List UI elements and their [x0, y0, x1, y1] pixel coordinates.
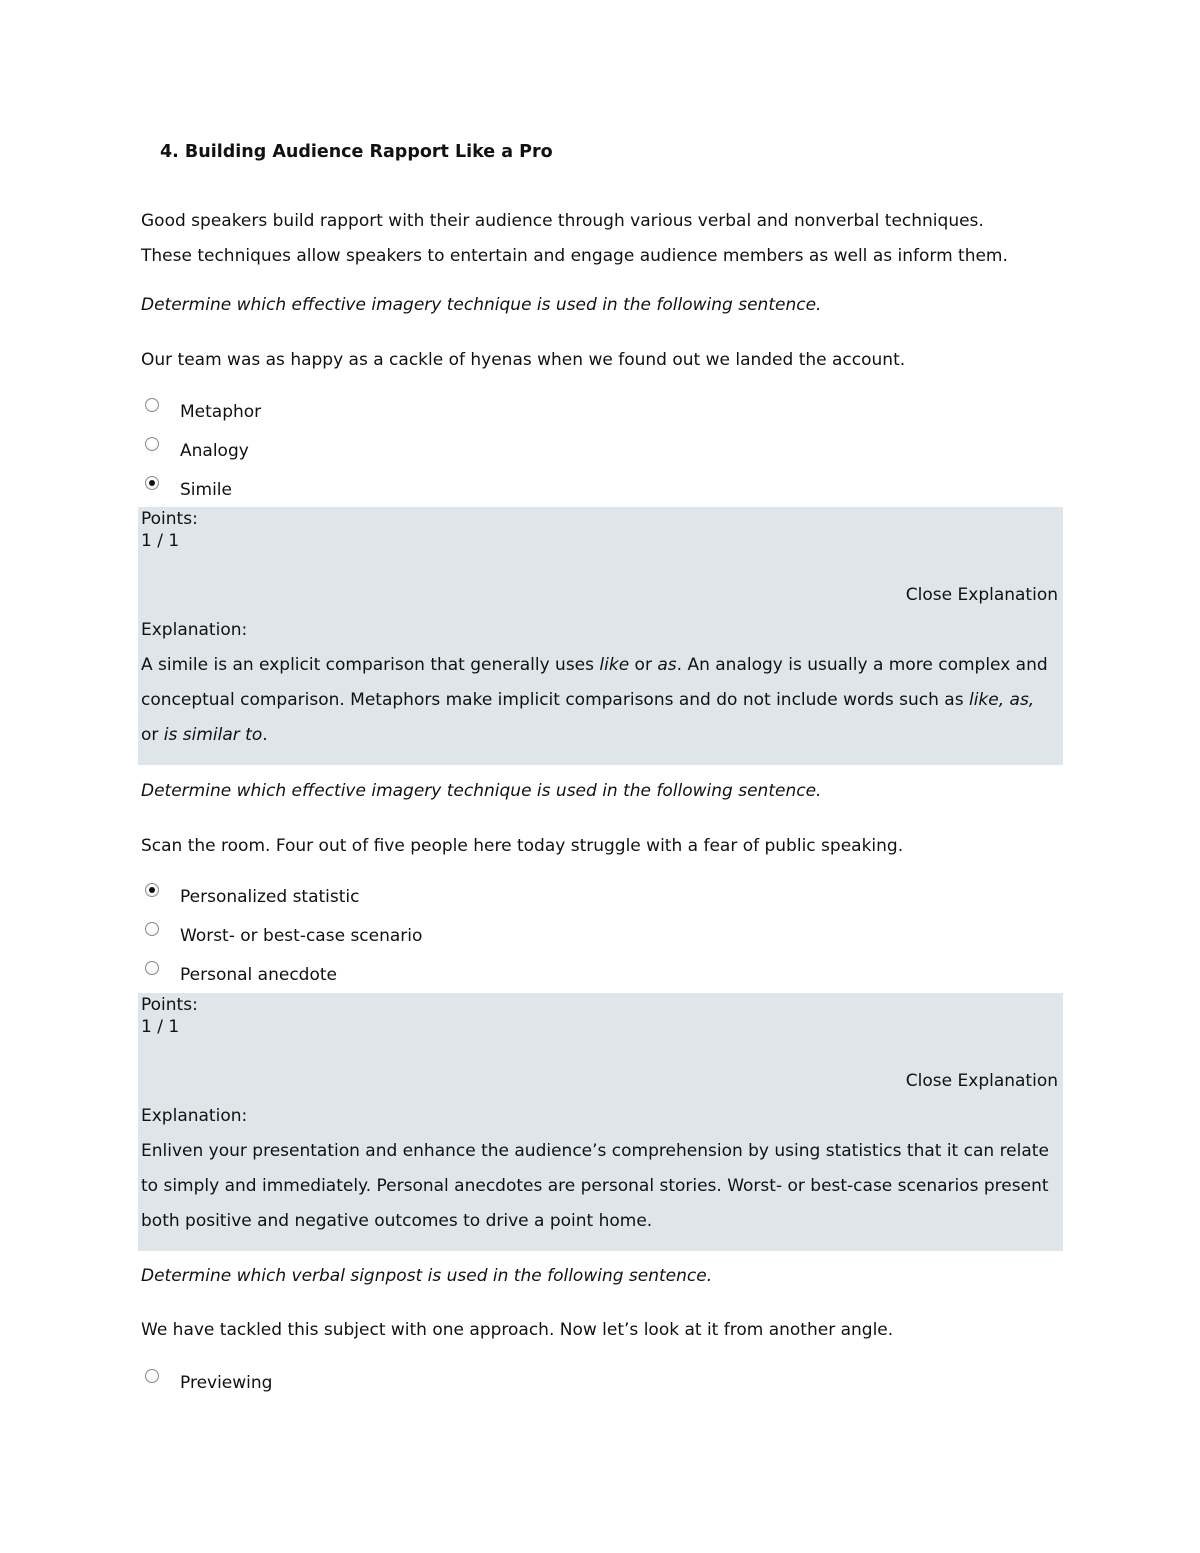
option-label: Personalized statistic: [180, 887, 360, 907]
question-2-result-panel: [138, 993, 1063, 1251]
question-1-sentence: Our team was as happy as a cackle of hyenas when we found out we landed the account.: [141, 350, 906, 370]
intro-line-2: These techniques allow speakers to entertain and engage audience members as well as inform them.: [141, 246, 1008, 266]
points-value: 1 / 1: [141, 1017, 180, 1037]
question-1-option-analogy[interactable]: [140, 437, 740, 477]
radio-button[interactable]: [145, 1369, 159, 1383]
question-3-option-previewing[interactable]: [140, 1369, 740, 1409]
question-2-option-worst-best-case[interactable]: [140, 922, 740, 962]
intro-paragraph: [141, 204, 1081, 274]
option-label: Metaphor: [180, 402, 262, 422]
question-2-sentence: Scan the room. Four out of five people here today struggle with a fear of public speaking.: [141, 836, 904, 856]
intro-line-1: Good speakers build rapport with their audience through various verbal and nonverbal techniques.: [141, 211, 984, 231]
radio-button-selected[interactable]: [145, 476, 159, 490]
radio-button[interactable]: [145, 961, 159, 975]
option-label: Personal anecdote: [180, 965, 337, 985]
explanation-label: Explanation:: [141, 1106, 248, 1126]
radio-button[interactable]: [145, 437, 159, 451]
option-label: Analogy: [180, 441, 249, 461]
question-1-option-metaphor[interactable]: [140, 398, 740, 438]
question-3-sentence: We have tackled this subject with one approach. Now let’s look at it from another angle.: [141, 1320, 894, 1340]
explanation-label: Explanation:: [141, 620, 248, 640]
question-3-prompt: Determine which verbal signpost is used in the following sentence.: [141, 1266, 713, 1286]
close-explanation-link[interactable]: Close Explanation: [905, 585, 1058, 605]
points-label: Points:: [141, 509, 198, 529]
close-explanation-link[interactable]: Close Explanation: [905, 1071, 1058, 1091]
radio-button[interactable]: [145, 922, 159, 936]
radio-button[interactable]: [145, 398, 159, 412]
option-label: Previewing: [180, 1373, 273, 1393]
section-title: 4. Building Audience Rapport Like a Pro: [160, 142, 553, 162]
option-label: Simile: [180, 480, 232, 500]
explanation-text: A simile is an explicit comparison that generally uses like or as. An analogy is usually a more complex and conceptual comparison. Metaphors make implicit comparisons and do not include words such as like, as, or is similar to.: [141, 655, 1048, 745]
radio-button-selected[interactable]: [145, 883, 159, 897]
points-value: 1 / 1: [141, 531, 180, 551]
points-label: Points:: [141, 995, 198, 1015]
question-2-option-personalized-statistic[interactable]: [140, 883, 740, 923]
explanation-text: Enliven your presentation and enhance the audience’s comprehension by using statistics that it can relate to simply and immediately. Personal anecdotes are personal stories. Worst- or best-case scenarios present both positive and negative outcomes to drive a point home.: [141, 1141, 1049, 1231]
question-1-result-panel: [138, 507, 1063, 765]
option-label: Worst- or best-case scenario: [180, 926, 423, 946]
question-2-prompt: Determine which effective imagery technique is used in the following sentence.: [141, 781, 822, 801]
question-1-prompt: Determine which effective imagery technique is used in the following sentence.: [141, 295, 822, 315]
